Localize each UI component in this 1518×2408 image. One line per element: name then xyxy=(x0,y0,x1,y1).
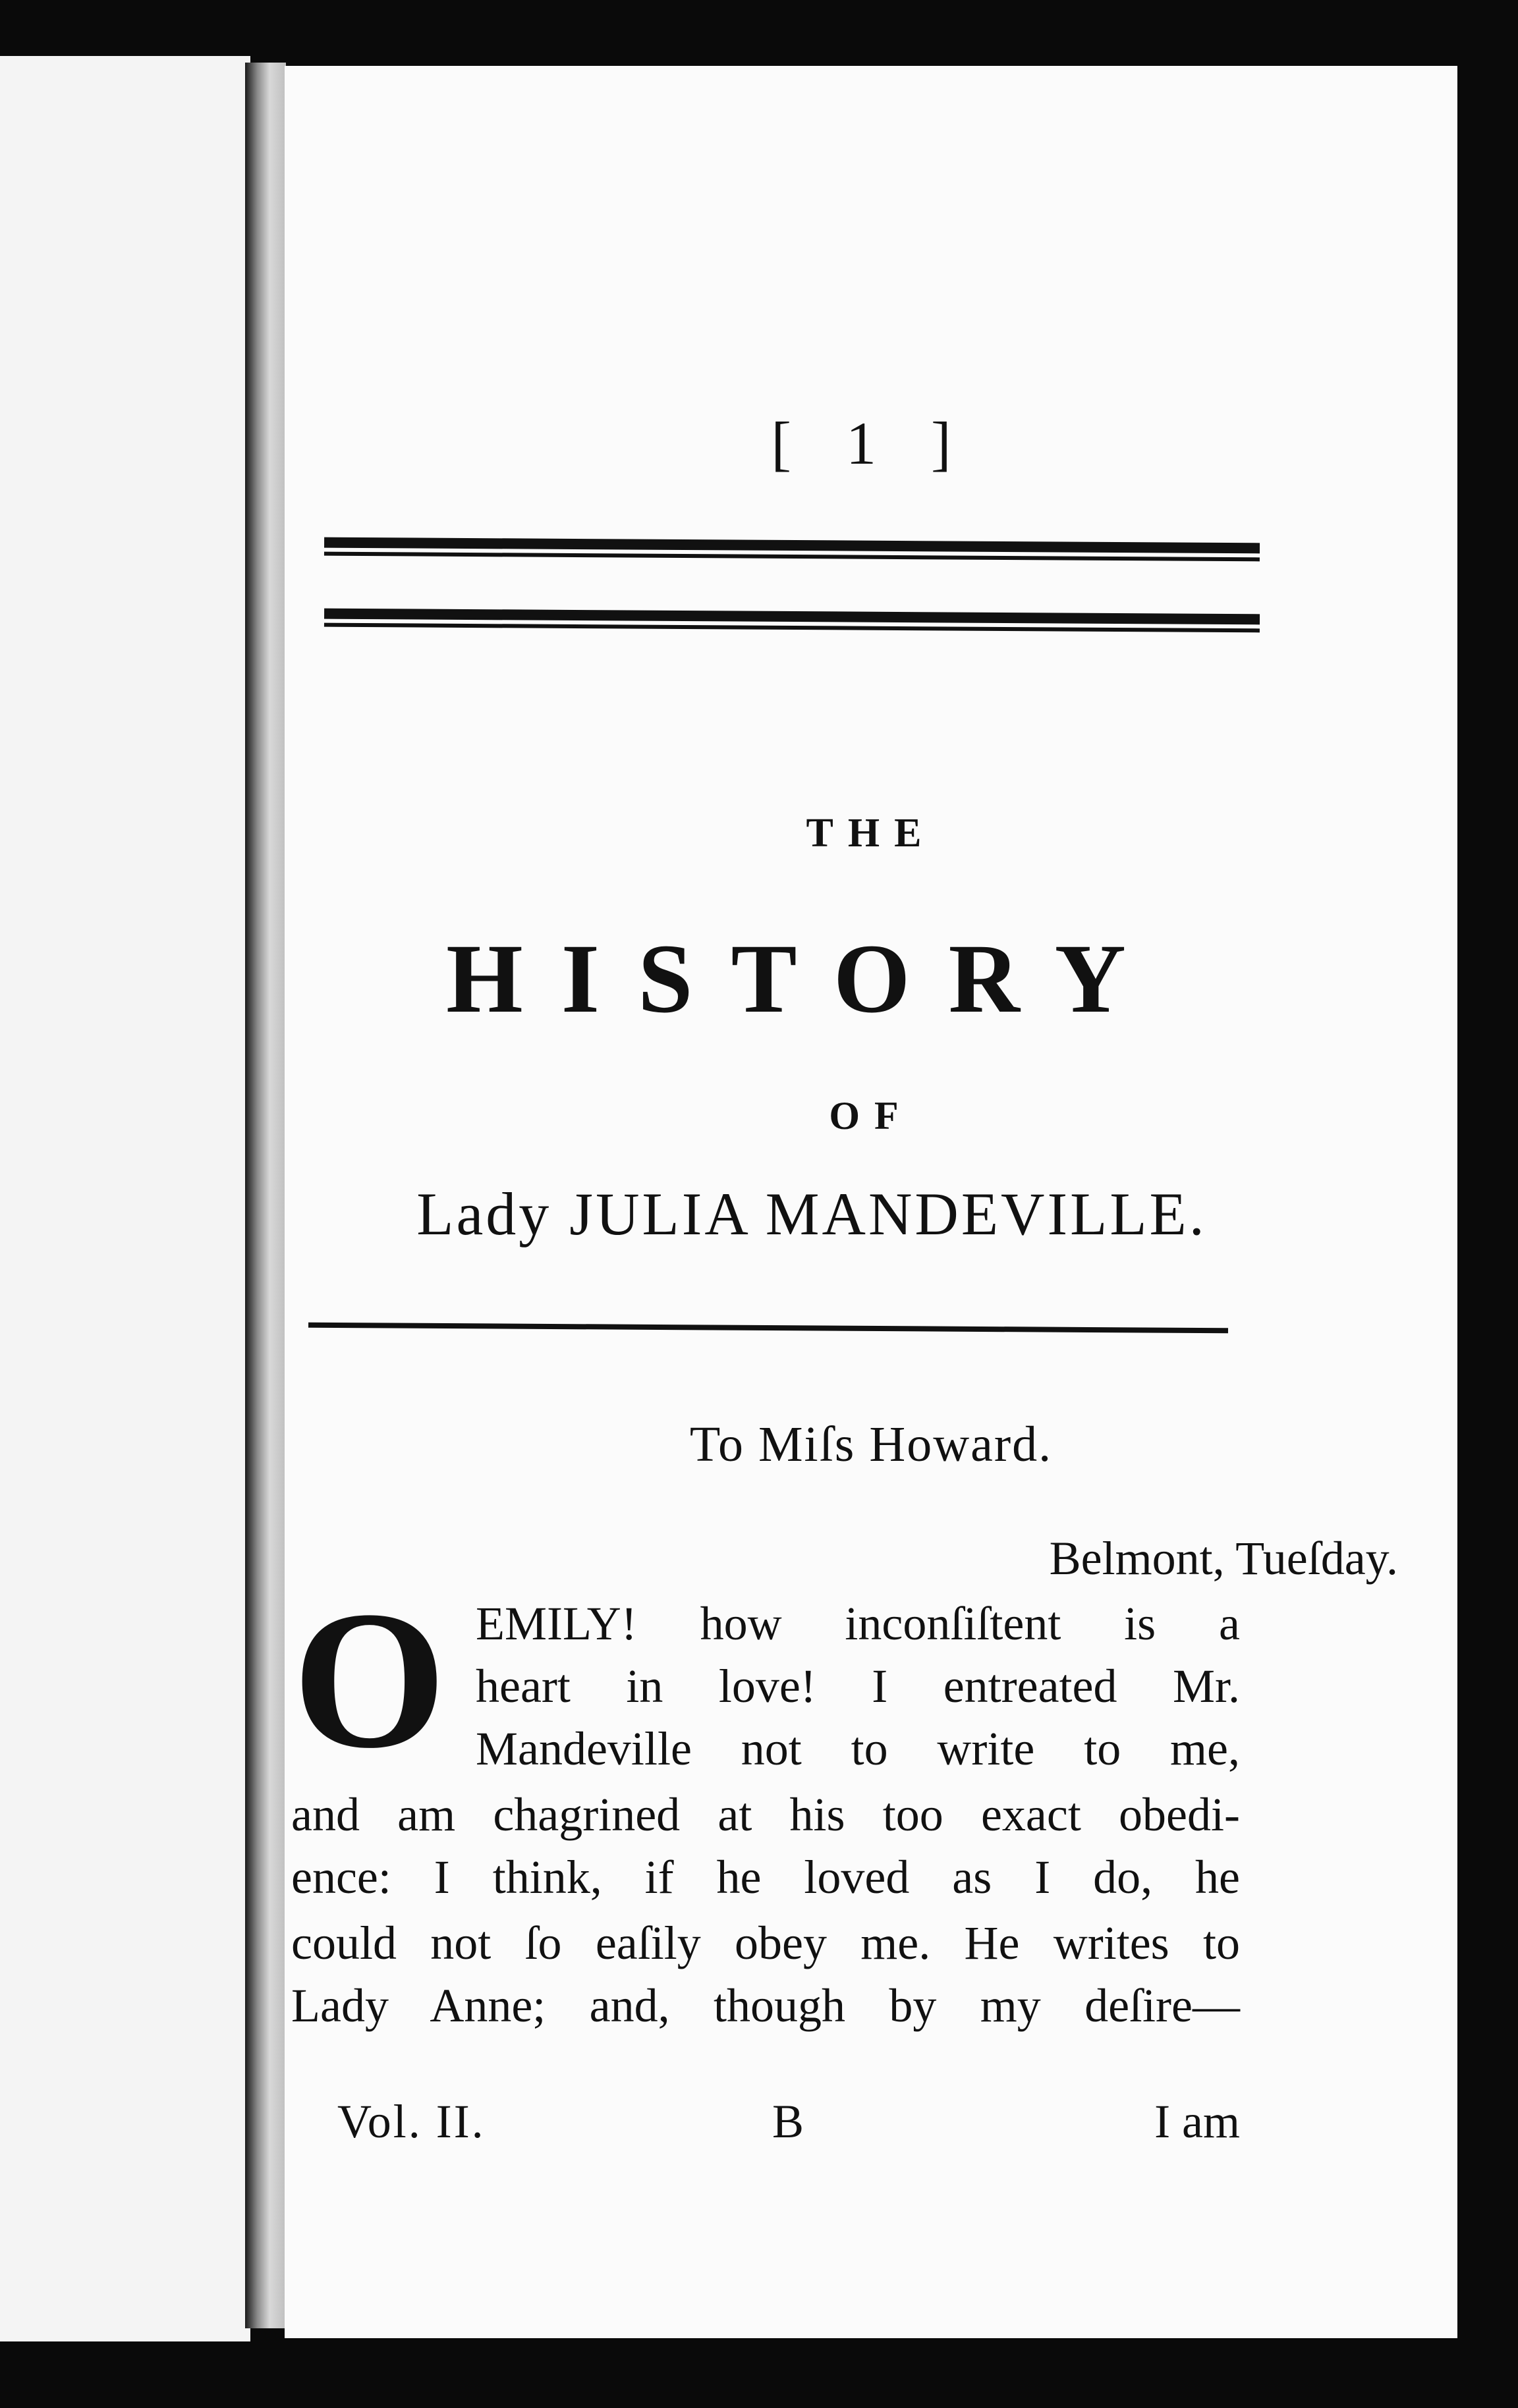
book-page xyxy=(285,66,1457,2338)
page-number: [ 1 ] xyxy=(771,410,971,477)
title-name: Lady JULIA MANDEVILLE. xyxy=(416,1180,1207,1247)
double-rule-bottom xyxy=(324,609,1260,634)
signature-mark: B xyxy=(772,2095,804,2148)
text-line: EMILY! how inconſiſtent is a xyxy=(476,1597,1240,1650)
text-line: ence: I think, if he loved as I do, he xyxy=(291,1851,1240,1903)
title-of: OF xyxy=(829,1094,913,1137)
text-line: Lady Anne; and, though by my deſire— xyxy=(291,1979,1240,2032)
rule-thin-line xyxy=(324,552,1260,562)
letter-dateline: Belmont, Tueſday. xyxy=(1049,1532,1398,1585)
text-line: could not ſo eaſily obey me. He writes to xyxy=(291,1917,1240,1969)
facing-page xyxy=(0,56,250,2341)
book-gutter xyxy=(245,63,286,2328)
section-rule xyxy=(308,1323,1228,1334)
text-line: heart in love! I entreated Mr. xyxy=(476,1660,1240,1712)
text-line: Mandeville not to write to me, xyxy=(476,1722,1240,1775)
drop-cap: O xyxy=(293,1570,447,1789)
text-line: and am chagrined at his too exact obedi- xyxy=(291,1788,1240,1841)
title-history: HISTORY xyxy=(446,924,1164,1033)
letter-salutation: To Miſs Howard. xyxy=(689,1417,1053,1472)
rule-thick-line xyxy=(324,537,1260,554)
title-the: THE xyxy=(806,811,936,856)
double-rule-top xyxy=(324,537,1260,563)
catchword: I am xyxy=(1154,2095,1240,2148)
rule-thick-line xyxy=(324,609,1260,625)
rule-thin-line xyxy=(324,623,1260,633)
volume-mark: Vol. II. xyxy=(337,2095,486,2148)
